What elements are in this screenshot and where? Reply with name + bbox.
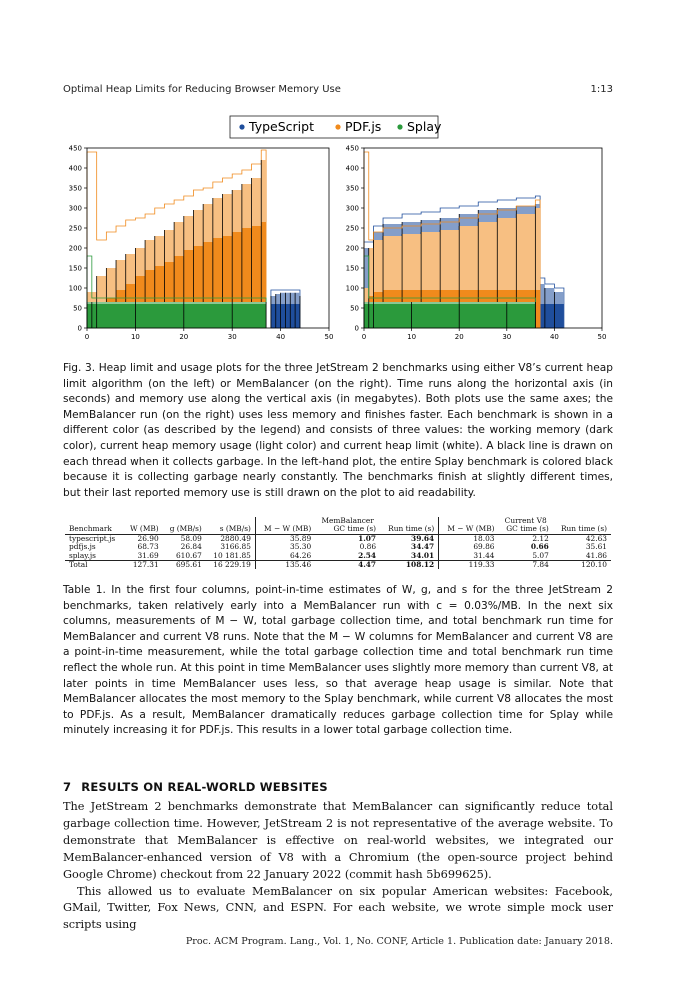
cell: 10 181.85 xyxy=(213,550,251,560)
y-tick-label: 50 xyxy=(350,304,359,313)
legend-marker xyxy=(335,124,340,129)
cell-bold: 108.12 xyxy=(405,560,435,570)
cell: 610.67 xyxy=(175,550,202,560)
y-tick-label: 150 xyxy=(68,264,82,273)
cell: 0.86 xyxy=(359,542,377,552)
page-footer: Proc. ACM Program. Lang., Vol. 1, No. CONF, Article 1. Publication date: January 2018. xyxy=(185,936,613,947)
x-tick-label: 50 xyxy=(324,333,334,341)
x-tick-label: 10 xyxy=(407,333,417,341)
cell: 31.44 xyxy=(439,552,499,561)
cell-bold: 39.64 xyxy=(411,533,435,543)
x-tick-label: 40 xyxy=(549,333,559,341)
x-tick-label: 10 xyxy=(130,333,140,341)
section-number: 7 xyxy=(63,780,72,794)
cell: 58.09 xyxy=(180,533,202,543)
cell: 64.26 xyxy=(255,552,315,561)
y-tick-label: 200 xyxy=(68,244,82,253)
legend-label: PDF.js xyxy=(345,119,382,134)
cell-bold: 2.54 xyxy=(358,550,377,560)
legend-label: TypeScript xyxy=(249,119,314,134)
section-title: RESULTS ON REAL-WORLD WEBSITES xyxy=(81,780,328,794)
group-membalancer: MemBalancer xyxy=(321,516,374,525)
col-g: g (MB/s) xyxy=(163,525,206,534)
y-tick-label: 250 xyxy=(68,224,82,233)
cell: 16 229.19 xyxy=(206,561,256,570)
y-tick-label: 350 xyxy=(68,184,82,193)
table-total-row xyxy=(65,561,611,570)
table-caption-text: In the first four columns, point-in-time estimates of W, g, and s for the three JetStream 2 benchmarks, taken relatively early into a MemBalancer run with c = 0.03%/MB. In the next six columns, measurements of M − W, total garbage collection time, and total benchmark run time for MemBalancer and current V8 runs. Note that the M − W columns for MemBalancer and current V8 are a point-in-time measurement, while the total garbage collection time and total benchmark run time reflect the whole run. At this point in time MemBalancer uses slightly more memory than current V8, at later points in time MemBalancer uses less, so that average heap usage is similar. Note that MemBalancer allocates the most memory to the Splay benchmark, while current V8 allocates the most to PDF.js. As a result, MemBalancer dramatically reduces garbage collection time for Splay while minutely increasing it for PDF.js. This results in a lower total garbage collection time. xyxy=(63,584,613,737)
cell: 2.12 xyxy=(532,533,549,543)
y-tick-label: 250 xyxy=(345,224,359,233)
table-caption xyxy=(63,583,613,739)
section-heading xyxy=(63,780,338,794)
col-w: W (MB) xyxy=(123,525,162,534)
table-caption-label: Table 1. xyxy=(63,584,106,596)
y-tick-label: 300 xyxy=(68,204,82,213)
y-tick-label: 400 xyxy=(68,164,82,173)
cell: 135.46 xyxy=(255,561,315,570)
col-v8-gc: GC time (s) xyxy=(499,525,553,534)
working-memory-area xyxy=(87,304,266,328)
page-number: 1:13 xyxy=(590,84,613,95)
x-tick-label: 0 xyxy=(84,333,90,341)
cell-benchmark: pdfjs.js xyxy=(69,542,96,552)
running-title: Optimal Heap Limits for Reducing Browser Memory Use xyxy=(63,84,341,95)
working-memory-area xyxy=(364,304,535,328)
table-header-row xyxy=(65,525,611,534)
body-text xyxy=(63,799,613,934)
x-tick-label: 40 xyxy=(276,333,286,341)
legend-marker xyxy=(397,124,402,129)
paragraph: This allowed us to evaluate MemBalancer on six popular American websites: Facebook, GMail, Twitter, Fox News, CNN, and ESPN. For each website, we wrote simple mock user scripts using xyxy=(63,884,613,932)
y-tick-label: 200 xyxy=(345,244,359,253)
group-current-v8: Current V8 xyxy=(504,516,547,525)
x-tick-label: 30 xyxy=(502,333,512,341)
cell: 5.07 xyxy=(532,550,549,560)
cell-benchmark: splay.js xyxy=(69,550,96,560)
y-tick-label: 450 xyxy=(68,144,82,153)
cell-bold: 4.47 xyxy=(358,560,377,570)
x-tick-label: 50 xyxy=(597,333,607,341)
y-tick-label: 50 xyxy=(73,304,82,313)
cell: 31.69 xyxy=(137,550,159,560)
cell: 35.30 xyxy=(255,543,315,551)
cell-benchmark: typescript.js xyxy=(69,533,116,543)
cell-bold: 34.47 xyxy=(411,542,435,552)
y-tick-label: 300 xyxy=(345,204,359,213)
cell: 35.89 xyxy=(255,534,315,543)
col-s: s (MB/s) xyxy=(206,525,256,534)
col-benchmark: Benchmark xyxy=(65,525,123,534)
cell: 3166.85 xyxy=(220,542,251,552)
chart-panel-right xyxy=(346,145,607,342)
y-tick-label: 100 xyxy=(68,284,82,293)
y-tick-label: 100 xyxy=(345,284,359,293)
col-v8-mw: M − W (MB) xyxy=(439,525,499,534)
cell-bold: 34.01 xyxy=(411,550,435,560)
cell: 68.73 xyxy=(137,542,159,552)
x-tick-label: 20 xyxy=(179,333,189,341)
results-table xyxy=(65,517,611,569)
x-tick-label: 30 xyxy=(227,333,237,341)
chart-legend xyxy=(230,116,442,138)
chart-panel-left xyxy=(69,145,334,342)
cell-bold: 0.66 xyxy=(530,542,549,552)
cell: 695.61 xyxy=(163,561,206,570)
x-tick-label: 20 xyxy=(454,333,464,341)
y-tick-label: 0 xyxy=(354,324,359,333)
cell: 2880.49 xyxy=(220,533,251,543)
col-v8-run: Run time (s) xyxy=(553,525,611,534)
cell: 127.31 xyxy=(123,561,162,570)
cell: 35.61 xyxy=(585,542,607,552)
figure-3 xyxy=(60,114,620,349)
figure-caption-text: Heap limit and usage plots for the three JetStream 2 benchmarks using either V8’s current heap limit algorithm (on the left) or MemBalancer (on the right). Time runs along the horizontal axis (in seconds) and memory use along the vertical axis (in megabytes). Both plots use the same axes; the MemBalancer run (on the right) uses less memory and finishes faster. Each benchmark is shown in a different color (as described by the legend) and consists of three values: the working memory (dark color), current heap memory usage (light color) and current heap limit (white). A black line is drawn on each thread when it collects garbage. In the left-hand plot, the entire Splay benchmark is colored black because it is collecting garbage nearly constantly. The benchmarks finish at slightly different times, but their last reported memory use is still drawn on the plot to aid readability. xyxy=(63,362,613,499)
y-tick-label: 450 xyxy=(345,144,359,153)
cell: 119.33 xyxy=(439,561,499,570)
y-tick-label: 400 xyxy=(345,164,359,173)
running-head xyxy=(63,84,613,95)
cell: 120.10 xyxy=(553,561,611,570)
cell-bold: 1.07 xyxy=(358,533,377,543)
col-mb-mw: M − W (MB) xyxy=(255,525,315,534)
paragraph: The JetStream 2 benchmarks demonstrate that MemBalancer can significantly reduce total garbage collection time. However, JetStream 2 is not representative of the average website. To demonstrate that MemBalancer is effective on real-world websites, we integrated our MemBalancer-enhanced version of V8 with a Chromium (the open-source project behind Google Chrome) checkout from 22 January 2022 (commit hash 5b699625). xyxy=(63,800,613,881)
y-tick-label: 0 xyxy=(77,324,82,333)
x-tick-label: 0 xyxy=(361,333,367,341)
cell-total-label: Total xyxy=(65,561,123,570)
cell: 42.63 xyxy=(585,533,607,543)
y-tick-label: 350 xyxy=(345,184,359,193)
col-mb-run: Run time (s) xyxy=(380,525,439,534)
cell: 26.84 xyxy=(180,542,202,552)
legend-label: Splay xyxy=(407,119,442,134)
cell: 18.03 xyxy=(439,534,499,543)
cell: 69.86 xyxy=(439,543,499,551)
figure-caption-label: Fig. 3. xyxy=(63,362,96,374)
col-mb-gc: GC time (s) xyxy=(315,525,380,534)
cell: 41.86 xyxy=(585,550,607,560)
cell: 7.84 xyxy=(499,561,553,570)
y-tick-label: 150 xyxy=(345,264,359,273)
cell: 26.90 xyxy=(137,533,159,543)
figure-caption xyxy=(63,361,613,501)
legend-marker xyxy=(239,124,244,129)
